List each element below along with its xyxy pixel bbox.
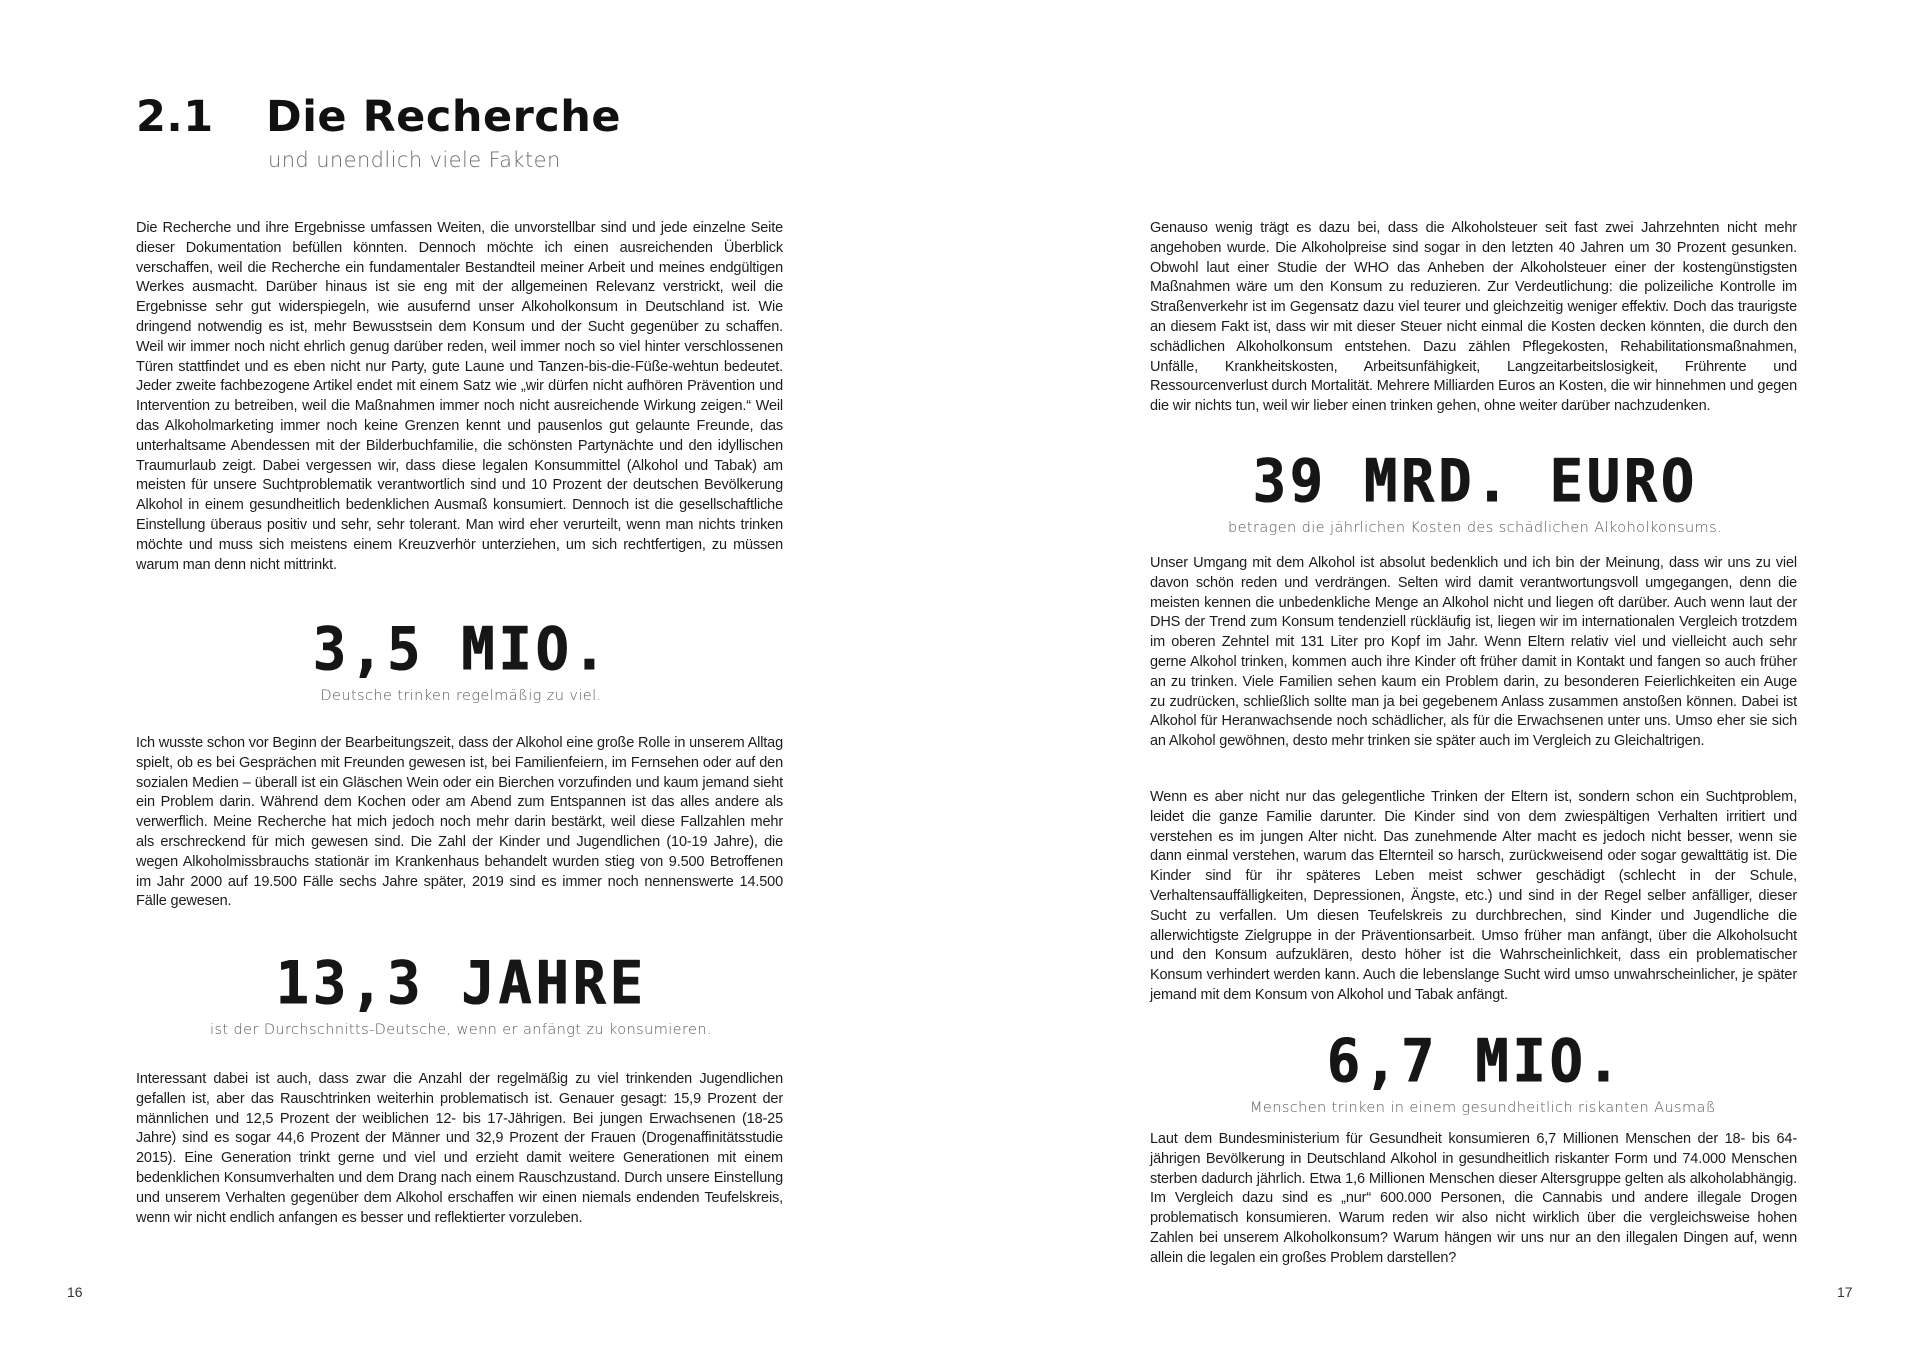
statistic-callout <box>186 948 736 1038</box>
chapter-subtitle: und unendlich viele Fakten <box>268 148 561 172</box>
paragraph: Die Recherche und ihre Ergebnisse umfassen Weiten, die unvorstellbar sind und jede einzelne Seite dieser Dokumentation befüllen könnten. Dennoch möchte ich einen ausreichenden Überblick verschaffen, weil die Recherche ein fundamentaler Bestandteil meiner Arbeit und meines endgültigen Werkes ausmacht. Darüber hinaus ist sie eng mit der allgemeinen Relevanz verstrickt, weil die Ergebnisse sehr gut widerspiegeln, wie ausufernd unser Alkoholkonsum in Deutschland ist. Wie dringend notwendig es ist, mehr Bewusstsein dem Konsum und der Sucht gegenüber zu schaffen. Weil wir immer noch nicht ehrlich genug darüber reden, weil immer noch so viel hinter verschlossenen Türen stattfindet und es eben nicht nur Party, gute Laune und Tanzen-bis-die-Füße-wehtun bedeutet. Jeder zweite fachbezogene Artikel endet mit einem Satz wie „wir dürfen nicht aufhören Prävention und Intervention zu betreiben, weil die Maßnahmen immer noch nicht ausreichende Wirkung zeigen.“ Weil das Alkoholmarketing immer noch keine Grenzen kennt und pausenlos gut gelaunte Freunde, das unterhaltsame Abendessen mit der Bilderbuchfamilie, die schönsten Partynächte und den idyllischen Traumurlaub zeigt. Dabei vergessen wir, dass diese legalen Konsummittel (Alkohol und Tabak) am meisten für unsere Suchtproblematik verantwortlich sind und 10 Prozent der deutschen Bevölkerung Alkohol in einem gesundheitlich bedenklichen Ausmaß konsumiert. Dennoch ist die gesellschaftliche Einstellung überaus positiv und sehr, sehr tolerant. Man wird eher verurteilt, wenn man nichts trinken möchte und muss sich meistens einem Kreuzverhör unterziehen, um sich rechtfertigen, zu müssen warum man denn nicht mittrinkt. <box>136 220 783 573</box>
statistic-callout <box>1195 446 1755 536</box>
stat-value: 3,5 MIO. <box>236 616 686 683</box>
paragraph: Interessant dabei ist auch, dass zwar die Anzahl der regelmäßig zu viel trinkenden Jugendlichen gefallen ist, aber das Rauschtrinken weiterhin problematisch ist. Genauer gesagt: 15,9 Prozent der männlichen und 12,5 Prozent der weiblichen 12- bis 17-Jährigen. Bei jungen Erwachsenen (18-25 Jahre) sind es sogar 44,6 Prozent der Männer und 32,9 Prozent der Frauen (Drogenaffinitätsstudie 2015). Eine Generation trinkt gerne und viel und erzieht damit weitere Generationen mit einem bedenklichen Konsumverhalten und dem Drang nach einem Rauschzustand. Durch unsere Einstellung und unserem Verhalten gegenüber dem Alkohol erschaffen wir einen niemals endenden Teufelskreis, wenn wir nicht endlich anfangen es besser und reflektierter vorzuleben. <box>136 1071 783 1226</box>
body-text-block <box>1150 788 1797 1006</box>
stat-caption: Menschen trinken in einem gesundheitlich riskanten Ausmaß <box>1250 1100 1717 1116</box>
body-text-block <box>1150 1130 1797 1269</box>
paragraph: Laut dem Bundesministerium für Gesundheit konsumieren 6,7 Millionen Menschen der 18- bis 64-jährigen Bevölkerung in Deutschland Alkohol in gesundheitlich riskanter Form und 74.000 Menschen sterben dadurch jährlich. Etwa 1,6 Millionen Menschen dieser Altersgruppe gelten als alkoholabhängig. Im Vergleich dazu sind es „nur“ 600.000 Personen, die Cannabis und andere illegale Drogen problematisch konsumieren. Warum reden wir also nicht wirklich über die vergleichsweise hohen Zahlen bei unserem Alkoholkonsum? Warum hängen wir uns nur an den illegalen Dingen auf, wenn allein die legalen ein großes Problem darstellen? <box>1150 1131 1797 1266</box>
stat-caption: ist der Durchschnitts-Deutsche, wenn er anfängt zu konsumieren. <box>210 1022 712 1038</box>
stat-value: 13,3 JAHRE <box>186 950 736 1017</box>
body-text-block <box>1150 554 1797 752</box>
statistic-callout <box>1250 1026 1717 1116</box>
stat-value: 6,7 MIO. <box>1250 1028 1700 1095</box>
page-number: 16 <box>67 1284 83 1300</box>
body-text-block <box>136 219 783 575</box>
statistic-callout <box>236 614 686 704</box>
body-text-block <box>1150 219 1797 417</box>
body-text-block <box>136 734 783 912</box>
chapter-title: Die Recherche <box>266 92 622 142</box>
stat-caption: betragen die jährlichen Kosten des schädlichen Alkoholkonsums. <box>1227 520 1723 536</box>
stat-value: 39 MRD. EURO <box>1195 448 1755 515</box>
paragraph: Ich wusste schon vor Beginn der Bearbeitungszeit, dass der Alkohol eine große Rolle in unserem Alltag spielt, ob es bei Gesprächen mit Freunden gewesen ist, bei Familienfeiern, im Fernsehen oder auf den sozialen Medien – überall ist ein Gläschen Wein oder ein Bierchen vorzufinden und kaum jemand sieht ein Problem darin. Während dem Kochen oder am Abend zum Entspannen ist das alles andere als verwerflich. Meine Recherche hat mich jedoch noch mehr darin bestärkt, weil diese Fallzahlen mehr als erschreckend für mich gewesen sind. Die Zahl der Kinder und Jugendlichen (10-19 Jahre), die wegen Alkoholmissbrauchs stationär im Krankenhaus behandelt wurden stieg von 9.500 Betroffenen im Jahr 2000 auf 19.500 Fälle sechs Jahre später, 2019 sind es immer noch nennenswerte 14.500 Fälle gewesen. <box>136 735 783 910</box>
stat-caption: Deutsche trinken regelmäßig zu viel. <box>320 688 602 704</box>
body-text-block <box>136 1070 783 1228</box>
chapter-number: 2.1 <box>136 92 214 142</box>
paragraph: Genauso wenig trägt es dazu bei, dass die Alkoholsteuer seit fast zwei Jahrzehnten nicht mehr angehoben wurde. Die Alkoholpreise sind sogar in den letzten 40 Jahren um 30 Prozent gesunken. Obwohl laut einer Studie der WHO das Anheben der Alkoholsteuer einer der kostengünstigsten Maßnahmen wäre um den Konsum zu reduzieren. Zur Verdeutlichung: die polizeiliche Kontrolle im Straßenverkehr ist im Gegensatz dazu viel teurer und gleichzeitig weniger effektiv. Doch das traurigste an diesem Fakt ist, dass wir mit dieser Steuer nicht einmal die Kosten decken könnten, die durch den schädlichen Alkoholkonsum entstehen. Dazu zählen Pflegekosten, Rehabilitationsmaßnahmen, Unfälle, Krankheitskosten, Arbeitsunfähigkeit, Langzeitarbeitslosigkeit, Frührente und Ressourcenverlust durch Mortalität. Mehrere Milliarden Euros an Kosten, die wir hinnehmen und gegen die wir nichts tun, weil wir lieber einen trinken gehen, ohne weiter darüber nachzudenken. <box>1150 220 1797 415</box>
paragraph: Unser Umgang mit dem Alkohol ist absolut bedenklich und ich bin der Meinung, dass wir uns zu viel davon schön reden und verdrängen. Selten wird damit verantwortungsvoll umgegangen, denn die meisten kennen die unbedenkliche Menge an Alkohol nicht und liegen oft darüber. Auch wenn laut der DHS der Trend zum Konsum tendenziell rückläufig ist, liegen wir im internationalen Vergleich trotzdem im oberen Zehntel mit 131 Liter pro Kopf im Jahr. Wenn Eltern relativ viel und vielleicht auch sehr gerne Alkohol trinken, kommen auch ihre Kinder oft früher damit in Kontakt und fangen so auch früher an zu trinken. Viele Familien sehen kaum ein Problem darin, zu besonderen Feierlichkeiten ein Auge zu zudrücken, schließlich sollte man ja bei gegebenem Anlass zusammen anstoßen können. Dabei ist Alkohol für Heranwachsende noch schädlicher, als für die Erwachsenen unter uns. Umso eher sie sich an Alkohol gewöhnen, desto mehr trinken sie später auch im Vergleich zu Gleichaltrigen. <box>1150 555 1797 750</box>
page-number: 17 <box>1837 1284 1853 1300</box>
right-page <box>960 0 1920 1358</box>
paragraph: Wenn es aber nicht nur das gelegentliche Trinken der Eltern ist, sondern schon ein Suchtproblem, leidet die ganze Familie darunter. Die Kinder sind von dem zwiespältigen Verhalten irritiert und verstehen es im jungen Alter nicht. Das zunehmende Alter macht es jedoch nicht besser, wenn sie dann einmal verstehen, warum das Elternteil so harsch, zurückweisend oder sogar gewalttätig ist. Die Kinder sind für ihr späteres Leben meist schwer geschädigt (schlecht in der Schule, Verhaltensauffälligkeiten, Depressionen, Ängste, etc.) und sind in der Regel selber anfälliger, dieser Sucht zu verfallen. Um diesen Teufelskreis zu durchbrechen, sind Kinder und Jugendliche die allerwichtigste Zielgruppe in der Präventionsarbeit. Umso früher man anfängt, über die Alkoholsucht und den Konsum aufzuklären, desto höher ist die Wahrscheinlichkeit, dass ein problematischer Konsum verhindert werden kann. Auch die lebenslange Sucht wird umso unwahrscheinlicher, je später jemand mit dem Konsum von Alkohol und Tabak anfängt. <box>1150 789 1797 1003</box>
